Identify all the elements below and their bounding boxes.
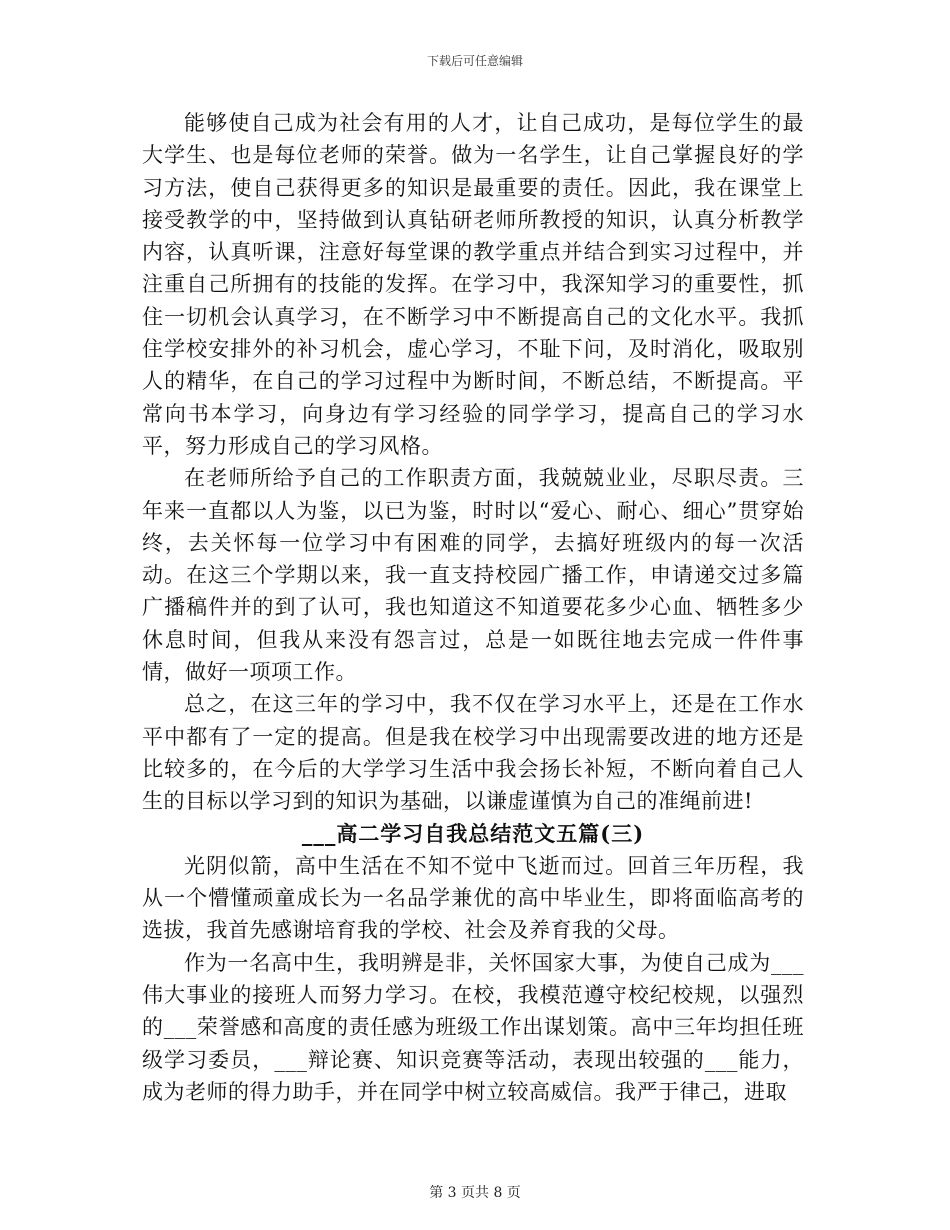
page-footer: 第 3 页共 8 页 <box>429 1185 521 1201</box>
paragraph: 在老师所给予自己的工作职责方面，我兢兢业业，尽职尽责。三年来一直都以人为鉴，以已为鉴，时时以“爱心、耐心、细心”贯穿始终，去关怀每一位学习中有困难的同学，去搞好班级内的每一次活动。在这三个学期以来，我一直支持校园广播工作，申请递交过多篇广播稿件并的到了认可，我也知道这不知道要花多少心血、牺牲多少休息时间，但我从来没有怨言过，总是一如既往地去完成一件件事情，做好一项项工作。 <box>142 466 804 685</box>
paragraph: 总之，在这三年的学习中，我不仅在学习水平上，还是在工作水平中都有了一定的提高。但是我在校学习中出现需要改进的地方还是比较多的，在今后的大学学习生活中我会扬长补短，不断向着自己人生的目标以学习到的知识为基础，以谦虚谨慎为自己的准绳前进! <box>142 692 804 814</box>
paragraph: 能够使自己成为社会有用的人才，让自己成功，是每位学生的最大学生、也是每位老师的荣誉。做为一名学生，让自己掌握良好的学习方法，使自己获得更多的知识是最重要的责任。因此，我在课堂上接受教学的中，坚持做到认真钻研老师所教授的知识，认真分析教学内容，认真听课，注意好每堂课的教学重点并结合到实习过程中，并注重自己所拥有的技能的发挥。在学习中，我深知学习的重要性，抓住一切机会认真学习，在不断学习中不断提高自己的文化水平。我抓住学校安排外的补习机会，虚心学习，不耻下问，及时消化，吸取别人的精华，在自己的学习过程中为断时间，不断总结，不断提高。平常向书本学习，向身边有学习经验的同学学习，提高自己的学习水平，努力形成自己的学习风格。 <box>142 111 804 458</box>
page-header: 下载后可任意编辑 <box>426 54 523 68</box>
document-body <box>142 107 804 1108</box>
paragraph: 作为一名高中生，我明辨是非，关怀国家大事，为使自己成为___伟大事业的接班人而努力学习。在校，我模范遵守校纪校规，以强烈的___荣誉感和高度的责任感为班级工作出谋划策。高中三年均担任班级学习委员，___辩论赛、知识竞赛等活动，表现出较强的___能力，成为老师的得力助手，并在同学中树立较高威信。我严于律己，进取 <box>142 950 804 1104</box>
paragraph: 光阴似箭，高中生活在不知不觉中飞逝而过。回首三年历程，我从一个懵懂顽童成长为一名品学兼优的高中毕业生，即将面临高考的选拔，我首先感谢培育我的学校、社会及养育我的父母。 <box>142 853 804 943</box>
section-title: ___高二学习自我总结范文五篇(三) <box>301 820 645 846</box>
